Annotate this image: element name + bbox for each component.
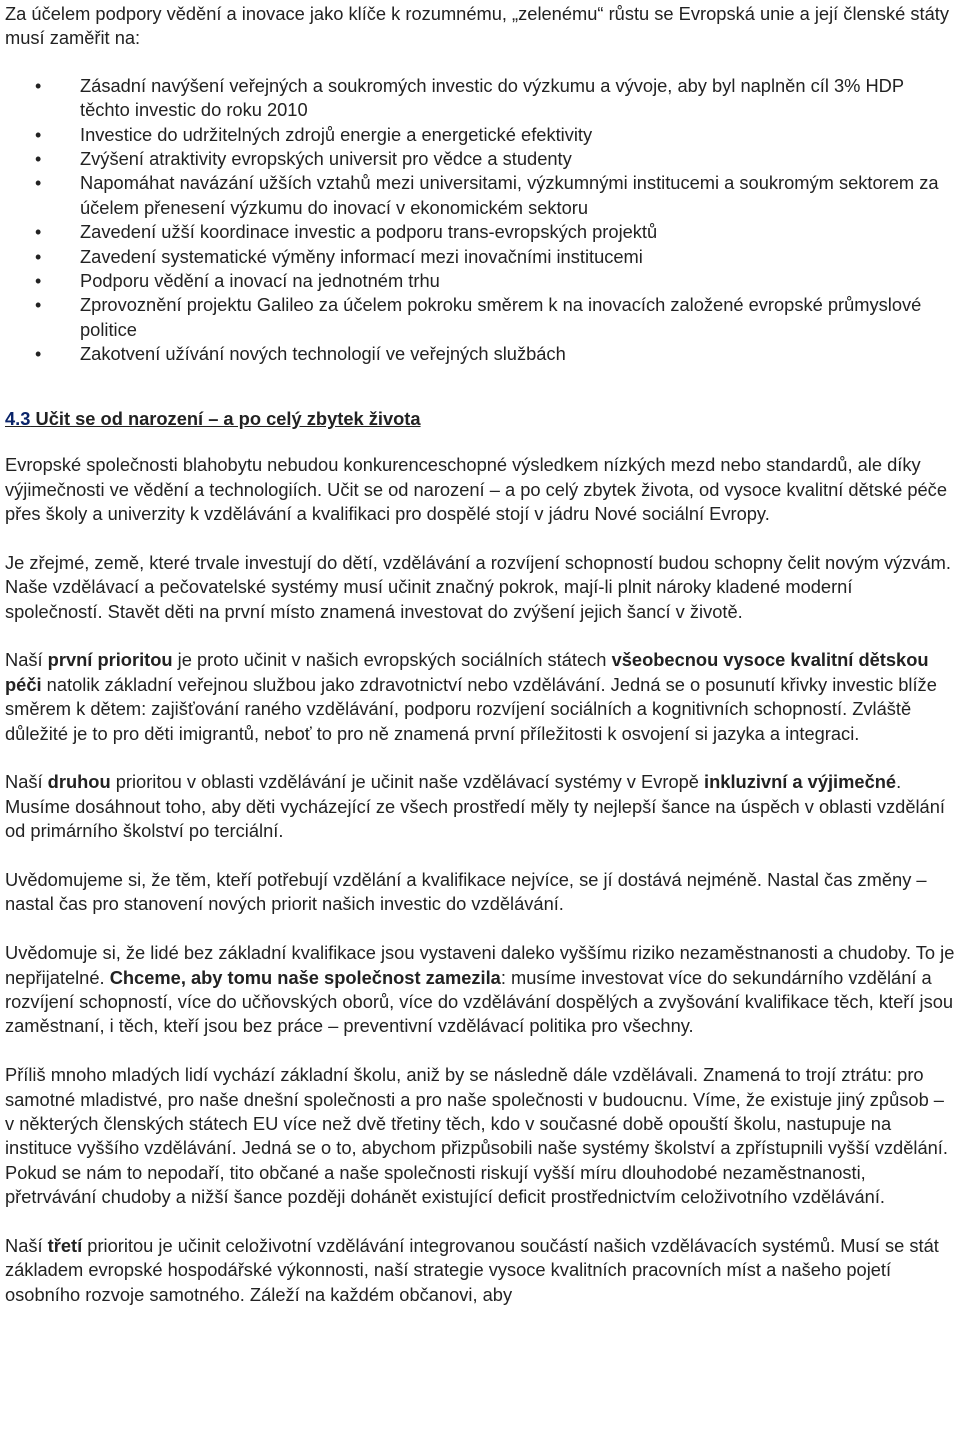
paragraph: Je zřejmé, země, které trvale investují do dětí, vzdělávání a rozvíjení schopností budou schopny čelit novým výzvám. Naše vzdělávací a pečovatelské systémy musí učinit značný pokrok, mají-li plnit nároky kladené moderní společností. Stavět děti na první místo znamená investovat do zvýšení jejich šancí v životě. bbox=[5, 551, 951, 622]
paragraph: Uvědomujeme si, že těm, kteří potřebují vzdělání a kvalifikace nejvíce, se jí dostává nejméně. Nastal čas změny – nastal čas pro stanovení nových priorit našich investic do vzdělávání. bbox=[5, 868, 927, 915]
emphasis: druhou bbox=[47, 771, 111, 793]
emphasis: první prioritou bbox=[47, 649, 173, 671]
paragraph bbox=[5, 648, 955, 746]
priority-bullet-list bbox=[5, 74, 955, 367]
text-run: Naší bbox=[5, 649, 48, 671]
text-run: Naší bbox=[5, 1234, 48, 1256]
section-title: Učit se od narození – a po celý zbytek života bbox=[30, 407, 421, 429]
text-run: Uvědomuje si, že lidé bez základní kvalifikace jsou vystaveni daleko vyššímu riziko nezaměstnanosti a chudoby. To je nepřijatelné. bbox=[5, 942, 955, 988]
document-page bbox=[5, 0, 955, 1307]
paragraph bbox=[5, 770, 955, 843]
list-item: • Zavedení systematické výměny informací mezi inovačními institucemi bbox=[5, 245, 955, 269]
paragraph: Příliš mnoho mladých lidí vychází základní školu, aniž by se následně dále vzdělávali. Znamená to trojí ztrátu: pro samotné mladistvé, pro naše dnešní společnosti a pro naše společnosti v budoucnu. Víme, že existuje jiný způsob – v některých členských státech EU více než dvě třetiny těch, kdo v současné době opouští školu, nastupuje na instituce vyššího vzdělávání. Jedná se o to, abychom přizpůsobili naše systémy školství a zpřístupnili vyšší vzdělání. Pokud se nám to nepodaří, tito občané a naše společnosti riskují vyšší míru dlouhodobé nezaměstnanosti, přetrvávání chudoby a nižší šance později dohánět existující deficit prostřednictvím celoživotního vzdělávání. bbox=[5, 1064, 948, 1208]
list-item: • Investice do udržitelných zdrojů energie a energetické efektivity bbox=[5, 123, 955, 147]
text-run: prioritou v oblasti vzdělávání je učinit naše vzdělávací systémy v Evropě bbox=[110, 771, 705, 793]
text-run: prioritou je učinit celoživotní vzdělávání integrovanou součástí našich vzdělávacích systémů. Musí se stát základem evropské hospodářské výkonnosti, naší strategie vysoce kvalitních pracovních míst a našeho pojetí osobního rozvoje samotného. Záleží na každém občanovi, aby bbox=[5, 1234, 939, 1305]
text-run: . Musíme dosáhnout toho, aby děti vycházející ze všech prostředí měly ty nejlepší šance na úspěch v oblasti vzdělání od primárního školství po terciální. bbox=[5, 771, 945, 842]
intro-paragraph: Za účelem podpory vědění a inovace jako klíče k rozumnému, „zelenému“ růstu se Evropská unie a její členské státy musí zaměřit na: bbox=[5, 3, 949, 49]
list-item: • Napomáhat navázání užších vztahů mezi universitami, výzkumnými institucemi a soukromým sektorem za účelem přenesení výzkumu do inovací v ekonomickém sektoru bbox=[5, 171, 955, 220]
section-heading bbox=[5, 407, 955, 431]
text-run: Naší bbox=[5, 771, 48, 793]
list-item: • Podporu vědění a inovací na jednotném trhu bbox=[5, 269, 955, 293]
text-run: je proto učinit v našich evropských sociálních státech bbox=[172, 649, 612, 671]
paragraph bbox=[5, 1234, 955, 1307]
emphasis: všeobecnou vysoce kvalitní dětskou péči bbox=[5, 649, 929, 695]
list-item: • Zakotvení užívání nových technologií ve veřejných službách bbox=[5, 342, 955, 366]
list-item: • Zásadní navýšení veřejných a soukromých investic do výzkumu a vývoje, aby byl naplněn cíl 3% HDP těchto investic do roku 2010 bbox=[5, 74, 955, 123]
list-item: • Zvýšení atraktivity evropských universit pro vědce a studenty bbox=[5, 147, 955, 171]
paragraph: Evropské společnosti blahobytu nebudou konkurenceschopné výsledkem nízkých mezd nebo standardů, ale díky výjimečnosti ve vědění a technologiích. Učit se od narození – a po celý zbytek života, od vysoce kvalitní dětské péče přes školy a univerzity k vzdělávání a kvalifikaci pro dospělé stojí v jádru Nové sociální Evropy. bbox=[5, 454, 947, 524]
emphasis: třetí bbox=[47, 1234, 83, 1256]
emphasis: Chceme, aby tomu naše společnost zamezila bbox=[109, 966, 501, 988]
text-run: : musíme investovat více do sekundárního vzdělání a rozvíjení schopností, více do učňovských oborů, více do vzdělávání dospělých a zvyšování kvalifikace těch, kteří jsou zaměstnaní, i těch, kteří jsou bez práce – preventivní vzdělávací politika pro všechny. bbox=[5, 966, 954, 1037]
paragraph bbox=[5, 941, 955, 1039]
text-run: natolik základní veřejnou službou jako zdravotnictví nebo vzdělávání. Jedná se o posunutí křivky investic blíže směrem k dětem: zajišťování raného vzdělávání, podporu rozvíjení sociálních a kognitivních schopností. Zvláště důležité je to pro děti imigrantů, neboť to pro ně znamená první příležitosti k osvojení si jazyka a integraci. bbox=[5, 673, 937, 744]
list-item: • Zavedení užší koordinace investic a podporu trans-evropských projektů bbox=[5, 220, 955, 244]
section-number: 4.3 bbox=[5, 407, 31, 429]
emphasis: inkluzivní a výjimečné bbox=[704, 771, 897, 793]
list-item: • Zprovoznění projektu Galileo za účelem pokroku směrem k na inovacích založené evropské průmyslové politice bbox=[5, 293, 955, 342]
